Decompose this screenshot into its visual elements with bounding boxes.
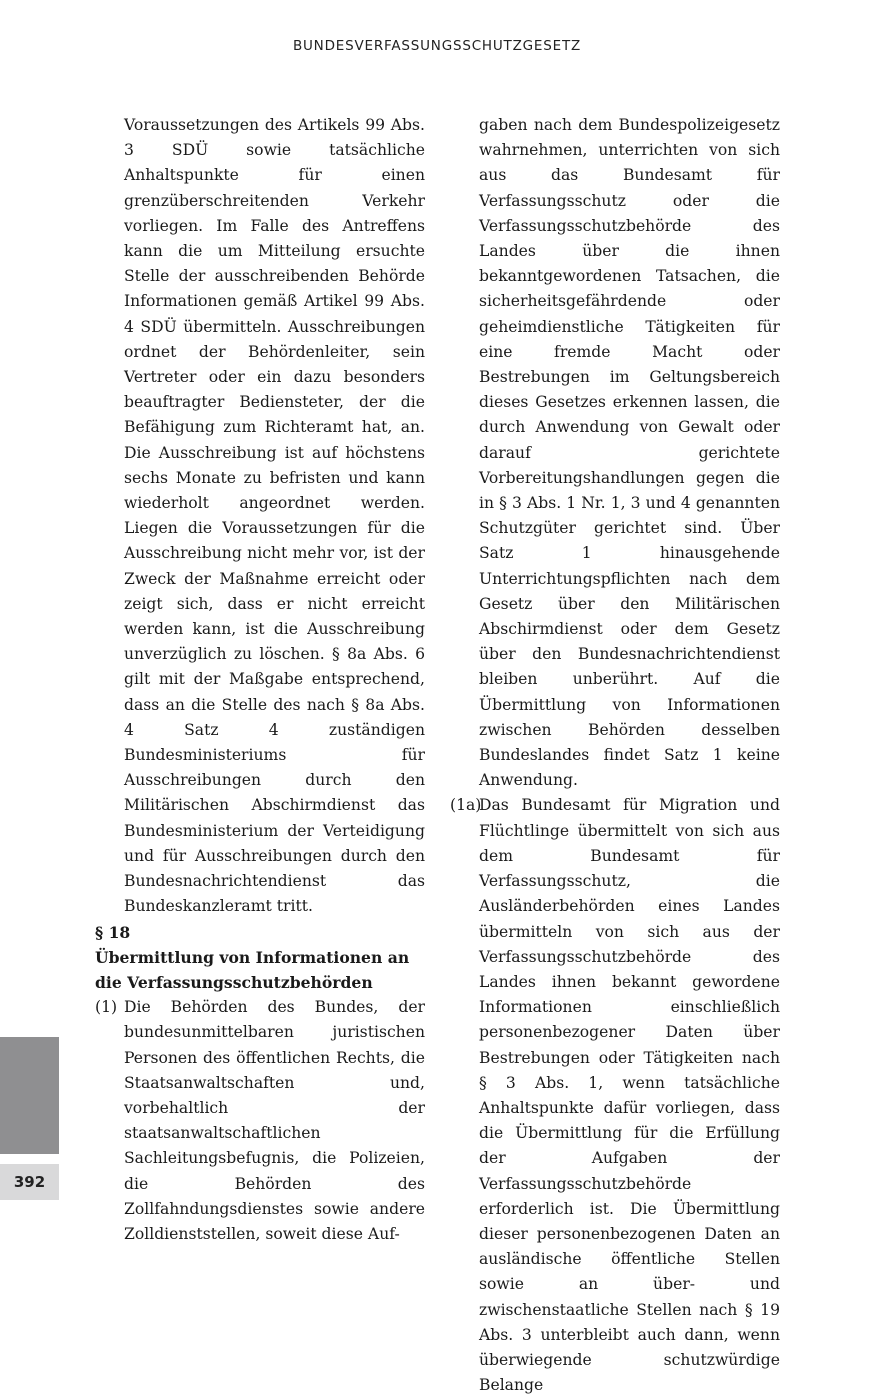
paragraph-1a bbox=[450, 793, 780, 1398]
left-column bbox=[95, 113, 425, 1247]
running-header: BUNDESVERFASSUNGSSCHUTZGESETZ bbox=[292, 38, 582, 54]
continuation-paragraph: Voraussetzungen des Artikels 99 Abs. 3 SDÜ sowie tatsächliche Anhaltspunkte für einen grenzüberschreitenden Verkehr vorliegen. Im Falle des Antreffens kann die um Mitteilung ersuchte Stelle der ausschreibenden Behörde Informationen gemäß Artikel 99 Abs. 4 SDÜ übermitteln. Ausschreibungen ordnet der Behördenleiter, sein Vertreter oder ein dazu besonders beauftragter Bediensteter, der die Befähigung zum Richteramt hat, an. Die Ausschreibung ist auf höchstens sechs Monate zu befristen und kann wiederholt angeordnet werden. Liegen die Voraussetzungen für die Ausschreibung nicht mehr vor, ist der Zweck der Maßnahme erreicht oder zeigt sich, dass er nicht erreicht werden kann, ist die Ausschreibung unverzüglich zu löschen. § 8a Abs. 6 gilt mit der Maßgabe entsprechend, dass an die Stelle des nach § 8a Abs. 4 Satz 4 zuständigen Bundesministeriums für Ausschreibungen durch den Militärischen Abschirmdienst das Bundesministerium der Verteidigung und für Ausschreibungen durch den Bundesnachrichtendienst das Bundeskanzleramt tritt. bbox=[124, 116, 425, 916]
paragraph-1 bbox=[95, 995, 425, 1247]
page-number: 392 bbox=[0, 1164, 59, 1200]
thumb-index-bar bbox=[0, 1037, 59, 1154]
paragraph-1-marker: (1) bbox=[95, 998, 118, 1017]
section-number: § 18 bbox=[95, 922, 131, 942]
paragraph-1a-marker: (1a) bbox=[450, 796, 482, 815]
paragraph-1a-text: Das Bundesamt für Migration und Flüchtlinge übermittelt von sich aus dem Bundesamt für Verfassungsschutz, die Ausländerbehörden eines Landes übermitteln von sich aus der Verfassungsschutzbehörde des Landes ihnen bekannt gewordene Informationen einschließlich personenbezogener Daten über Bestrebungen oder Tätigkeiten nach § 3 Abs. 1, wenn tatsächliche Anhaltspunkte dafür vorliegen, dass die Übermittlung für die Erfüllung der Aufgaben der Verfassungsschutzbehörde erforderlich ist. Die Übermittlung dieser personenbezogenen Daten an ausländische öffentliche Stellen sowie an über- und zwischenstaatliche Stellen nach § 19 Abs. 3 unterbleibt auch dann, wenn überwiegende schutzwürdige Belange bbox=[479, 796, 780, 1395]
section-title: Übermittlung von Informationen an die Verfassungsschutzbehörden bbox=[95, 947, 410, 992]
right-column bbox=[450, 113, 780, 1398]
paragraph-1-text: Die Behörden des Bundes, der bundesunmittelbaren juristischen Personen des öffentlichen Rechts, die Staatsanwaltschaften und, vorbehaltlich der staatsanwaltschaftlichen Sachleitungsbefugnis, die Polizeien, die Behörden des Zollfahndungsdienstes sowie andere Zolldienststellen, soweit diese Auf- bbox=[124, 998, 425, 1243]
paragraph-1-continuation: gaben nach dem Bundespolizeigesetz wahrnehmen, unterrichten von sich aus das Bundesamt für Verfassungsschutz oder die Verfassungsschutzbehörde des Landes über die ihnen bekanntgewordenen Tatsachen, die sicherheitsgefährdende oder geheimdienstliche Tätigkeiten für eine fremde Macht oder Bestrebungen im Geltungsbereich dieses Gesetzes erkennen lassen, die durch Anwendung von Gewalt oder darauf gerichtete Vorbereitungshandlungen gegen die in § 3 Abs. 1 Nr. 1, 3 und 4 genannten Schutzgüter gerichtet sind. Über Satz 1 hinausgehende Unterrichtungspflichten nach dem Gesetz über den Militärischen Abschirmdienst oder dem Gesetz über den Bundesnachrichtendienst bleiben unberührt. Auf die Übermittlung von Informationen zwischen Behörden desselben Bundeslandes findet Satz 1 keine Anwendung. bbox=[479, 116, 780, 790]
